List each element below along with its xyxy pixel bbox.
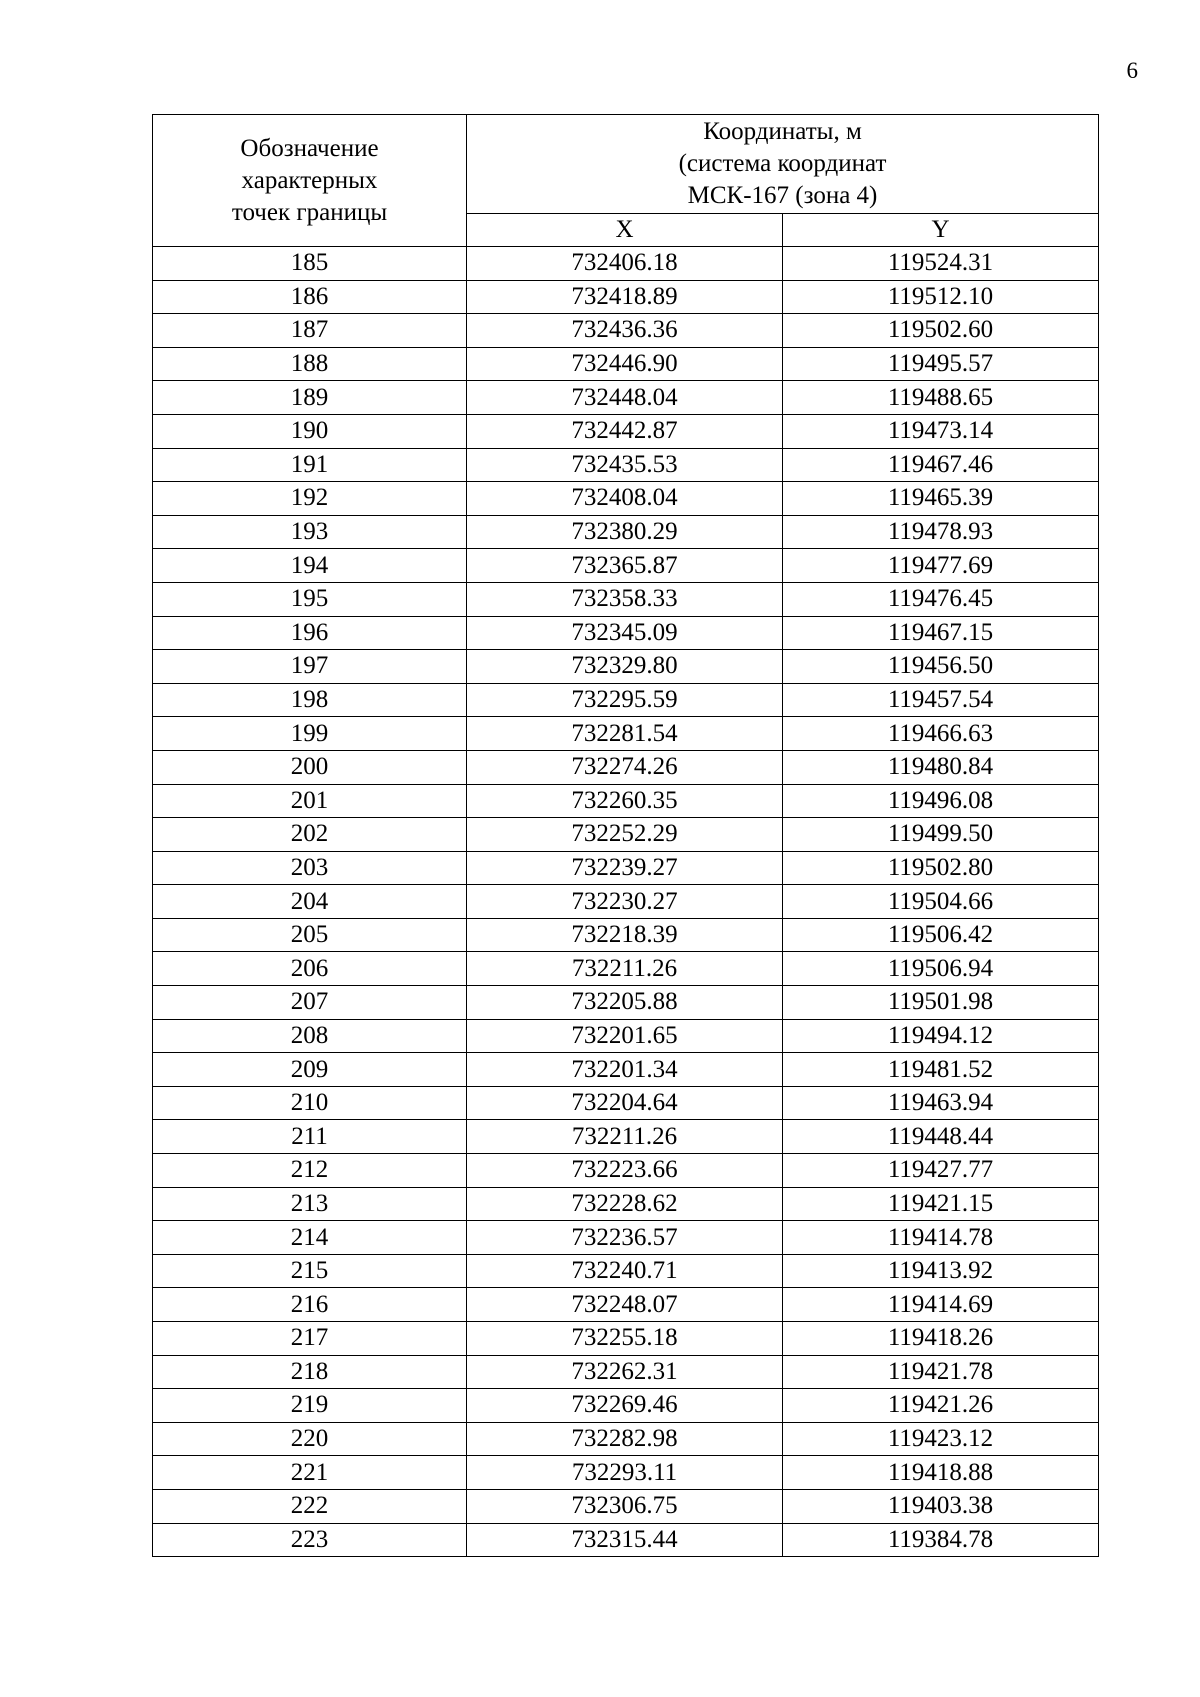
x-coordinate-cell: 732274.26: [467, 750, 783, 784]
point-number-cell: 190: [153, 414, 467, 448]
point-number-cell: 217: [153, 1322, 467, 1356]
point-number-cell: 223: [153, 1523, 467, 1557]
point-number-cell: 200: [153, 750, 467, 784]
point-number-cell: 193: [153, 515, 467, 549]
table-body: [153, 247, 1099, 1557]
table-row: [153, 1288, 1099, 1322]
table-row: [153, 717, 1099, 751]
table-row: [153, 918, 1099, 952]
y-coordinate-cell: 119448.44: [783, 1120, 1099, 1154]
point-number-cell: 221: [153, 1456, 467, 1490]
table-row: [153, 885, 1099, 919]
point-number-cell: 186: [153, 280, 467, 314]
point-number-cell: 208: [153, 1019, 467, 1053]
point-number-cell: 201: [153, 784, 467, 818]
x-coordinate-cell: 732380.29: [467, 515, 783, 549]
table-row: [153, 1489, 1099, 1523]
y-coordinate-cell: 119463.94: [783, 1086, 1099, 1120]
table-row: [153, 549, 1099, 583]
point-number-cell: 194: [153, 549, 467, 583]
x-coordinate-cell: 732448.04: [467, 381, 783, 415]
point-number-cell: 218: [153, 1355, 467, 1389]
table-row: [153, 1523, 1099, 1557]
x-coordinate-cell: 732230.27: [467, 885, 783, 919]
table-row: [153, 1422, 1099, 1456]
y-coordinate-cell: 119421.26: [783, 1389, 1099, 1423]
x-coordinate-cell: 732293.11: [467, 1456, 783, 1490]
table-row: [153, 1019, 1099, 1053]
y-coordinate-cell: 119481.52: [783, 1053, 1099, 1087]
point-number-cell: 195: [153, 582, 467, 616]
table-row: [153, 448, 1099, 482]
y-coordinate-cell: 119502.60: [783, 314, 1099, 348]
point-number-cell: 188: [153, 347, 467, 381]
x-coordinate-cell: 732418.89: [467, 280, 783, 314]
point-header-line: характерных: [241, 166, 378, 194]
table-row: [153, 650, 1099, 684]
point-number-cell: 203: [153, 851, 467, 885]
x-coordinate-cell: 732252.29: [467, 818, 783, 852]
table-row: [153, 1389, 1099, 1423]
coords-header-line: Координаты, м: [703, 118, 862, 145]
y-coordinate-cell: 119423.12: [783, 1422, 1099, 1456]
table-row: [153, 818, 1099, 852]
coordinates-header: [467, 115, 1099, 214]
y-coordinate-cell: 119456.50: [783, 650, 1099, 684]
point-number-cell: 220: [153, 1422, 467, 1456]
y-coordinate-cell: 119414.78: [783, 1221, 1099, 1255]
point-number-cell: 191: [153, 448, 467, 482]
table-row: [153, 784, 1099, 818]
point-number-cell: 198: [153, 683, 467, 717]
y-coordinate-cell: 119427.77: [783, 1154, 1099, 1188]
x-coordinate-cell: 732211.26: [467, 952, 783, 986]
x-coordinate-cell: 732204.64: [467, 1086, 783, 1120]
table-row: [153, 582, 1099, 616]
x-coordinate-cell: 732446.90: [467, 347, 783, 381]
y-coordinate-cell: 119457.54: [783, 683, 1099, 717]
x-coordinate-cell: 732281.54: [467, 717, 783, 751]
y-coordinate-cell: 119501.98: [783, 986, 1099, 1020]
y-coordinate-cell: 119502.80: [783, 851, 1099, 885]
y-coordinate-cell: 119413.92: [783, 1254, 1099, 1288]
x-header: X: [467, 214, 783, 247]
y-coordinate-cell: 119506.42: [783, 918, 1099, 952]
y-coordinate-cell: 119524.31: [783, 247, 1099, 281]
x-coordinate-cell: 732262.31: [467, 1355, 783, 1389]
x-coordinate-cell: 732201.34: [467, 1053, 783, 1087]
y-coordinate-cell: 119478.93: [783, 515, 1099, 549]
point-number-cell: 185: [153, 247, 467, 281]
y-coordinate-cell: 119473.14: [783, 414, 1099, 448]
table-row: [153, 1120, 1099, 1154]
y-coordinate-cell: 119403.38: [783, 1489, 1099, 1523]
table-row: [153, 750, 1099, 784]
y-coordinate-cell: 119466.63: [783, 717, 1099, 751]
table-row: [153, 851, 1099, 885]
x-coordinate-cell: 732306.75: [467, 1489, 783, 1523]
table-row: [153, 314, 1099, 348]
x-coordinate-cell: 732436.36: [467, 314, 783, 348]
y-coordinate-cell: 119480.84: [783, 750, 1099, 784]
point-number-cell: 212: [153, 1154, 467, 1188]
point-number-cell: 214: [153, 1221, 467, 1255]
table-row: [153, 1187, 1099, 1221]
x-coordinate-cell: 732345.09: [467, 616, 783, 650]
point-number-cell: 197: [153, 650, 467, 684]
point-number-cell: 187: [153, 314, 467, 348]
y-coordinate-cell: 119499.50: [783, 818, 1099, 852]
x-coordinate-cell: 732239.27: [467, 851, 783, 885]
x-coordinate-cell: 732435.53: [467, 448, 783, 482]
y-coordinate-cell: 119467.15: [783, 616, 1099, 650]
x-coordinate-cell: 732295.59: [467, 683, 783, 717]
point-number-cell: 213: [153, 1187, 467, 1221]
x-coordinate-cell: 732282.98: [467, 1422, 783, 1456]
x-coordinate-cell: 732205.88: [467, 986, 783, 1020]
point-header-line: Обозначение: [240, 134, 379, 162]
x-coordinate-cell: 732358.33: [467, 582, 783, 616]
point-number-cell: 205: [153, 918, 467, 952]
y-coordinate-cell: 119506.94: [783, 952, 1099, 986]
y-coordinate-cell: 119496.08: [783, 784, 1099, 818]
point-number-cell: 210: [153, 1086, 467, 1120]
y-coordinate-cell: 119418.88: [783, 1456, 1099, 1490]
table-header: [153, 115, 1099, 247]
point-number-cell: 206: [153, 952, 467, 986]
table-row: [153, 482, 1099, 516]
table-row: [153, 1254, 1099, 1288]
y-coordinate-cell: 119476.45: [783, 582, 1099, 616]
x-coordinate-cell: 732315.44: [467, 1523, 783, 1557]
x-coordinate-cell: 732218.39: [467, 918, 783, 952]
y-coordinate-cell: 119504.66: [783, 885, 1099, 919]
point-designation-header: [153, 115, 467, 247]
x-coordinate-cell: 732329.80: [467, 650, 783, 684]
boundary-coordinates-table: [152, 114, 1099, 1557]
table-row: [153, 515, 1099, 549]
table-row: [153, 1154, 1099, 1188]
y-coordinate-cell: 119467.46: [783, 448, 1099, 482]
table-row: [153, 986, 1099, 1020]
y-coordinate-cell: 119384.78: [783, 1523, 1099, 1557]
x-coordinate-cell: 732408.04: [467, 482, 783, 516]
x-coordinate-cell: 732365.87: [467, 549, 783, 583]
table-row: [153, 347, 1099, 381]
table-row: [153, 683, 1099, 717]
point-header-line: точек границы: [231, 198, 388, 226]
x-coordinate-cell: 732269.46: [467, 1389, 783, 1423]
x-coordinate-cell: 732228.62: [467, 1187, 783, 1221]
y-coordinate-cell: 119494.12: [783, 1019, 1099, 1053]
coords-header-line: (система координат: [678, 150, 887, 177]
x-coordinate-cell: 732255.18: [467, 1322, 783, 1356]
point-number-cell: 209: [153, 1053, 467, 1087]
table-row: [153, 1322, 1099, 1356]
point-number-cell: 222: [153, 1489, 467, 1523]
y-coordinate-cell: 119414.69: [783, 1288, 1099, 1322]
point-number-cell: 196: [153, 616, 467, 650]
point-number-cell: 192: [153, 482, 467, 516]
page-number: 6: [1126, 58, 1138, 83]
table-row: [153, 381, 1099, 415]
x-coordinate-cell: 732240.71: [467, 1254, 783, 1288]
y-coordinate-cell: 119465.39: [783, 482, 1099, 516]
y-coordinate-cell: 119512.10: [783, 280, 1099, 314]
y-coordinate-cell: 119495.57: [783, 347, 1099, 381]
point-number-cell: 202: [153, 818, 467, 852]
x-coordinate-cell: 732442.87: [467, 414, 783, 448]
x-coordinate-cell: 732406.18: [467, 247, 783, 281]
y-coordinate-cell: 119418.26: [783, 1322, 1099, 1356]
table-row: [153, 952, 1099, 986]
y-coordinate-cell: 119488.65: [783, 381, 1099, 415]
table-row: [153, 616, 1099, 650]
table-row: [153, 280, 1099, 314]
y-coordinate-cell: 119421.78: [783, 1355, 1099, 1389]
header-row: [153, 115, 1099, 214]
y-coordinate-cell: 119477.69: [783, 549, 1099, 583]
y-coordinate-cell: 119421.15: [783, 1187, 1099, 1221]
table-row: [153, 1086, 1099, 1120]
point-number-cell: 207: [153, 986, 467, 1020]
point-number-cell: 204: [153, 885, 467, 919]
x-coordinate-cell: 732201.65: [467, 1019, 783, 1053]
point-number-cell: 215: [153, 1254, 467, 1288]
point-number-cell: 189: [153, 381, 467, 415]
table-row: [153, 1355, 1099, 1389]
y-header: Y: [783, 214, 1099, 247]
point-number-cell: 219: [153, 1389, 467, 1423]
table-row: [153, 414, 1099, 448]
table-row: [153, 1053, 1099, 1087]
point-number-cell: 216: [153, 1288, 467, 1322]
point-number-cell: 211: [153, 1120, 467, 1154]
coords-header-line: МСК-167 (зона 4): [687, 182, 878, 209]
point-number-cell: 199: [153, 717, 467, 751]
table-row: [153, 247, 1099, 281]
table-row: [153, 1456, 1099, 1490]
x-coordinate-cell: 732260.35: [467, 784, 783, 818]
x-coordinate-cell: 732223.66: [467, 1154, 783, 1188]
x-coordinate-cell: 732211.26: [467, 1120, 783, 1154]
x-coordinate-cell: 732248.07: [467, 1288, 783, 1322]
x-coordinate-cell: 732236.57: [467, 1221, 783, 1255]
table-row: [153, 1221, 1099, 1255]
